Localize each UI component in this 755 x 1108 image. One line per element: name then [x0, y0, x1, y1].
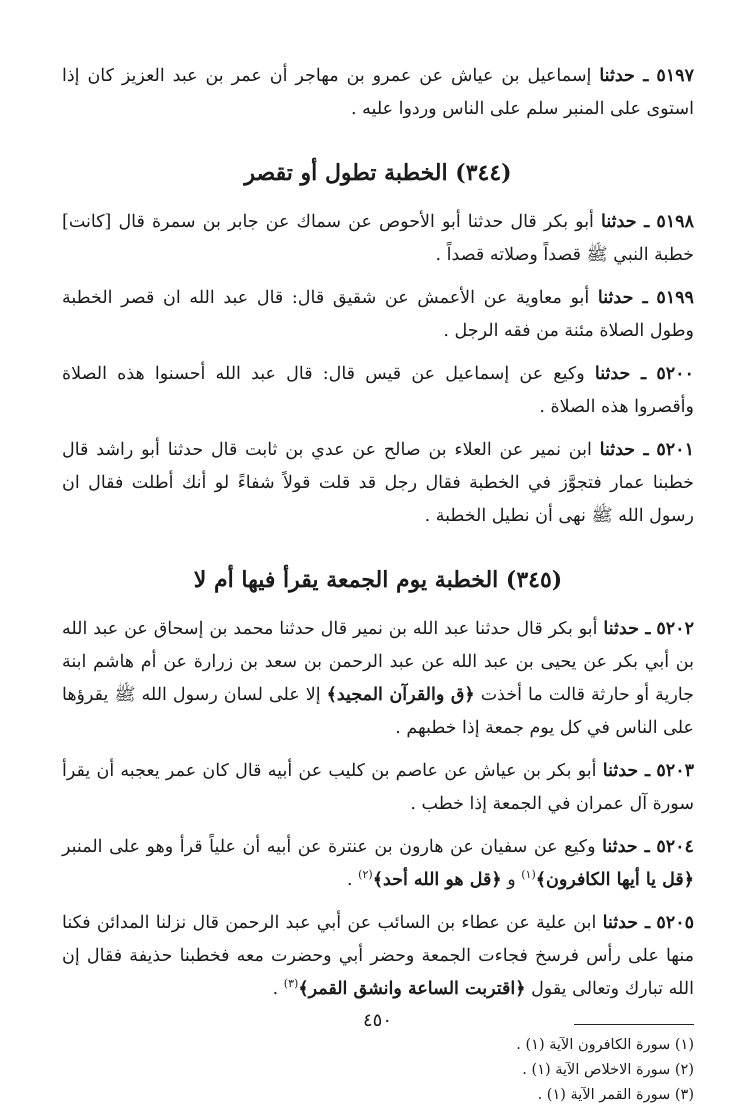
- hadith-lead: حدثنا: [594, 364, 631, 384]
- hadith-5204: ٥٢٠٤ ـ حدثنا وكيع عن سفيان عن هارون بن عنترة عن أبيه أن علياً قرأ وهو على المنبر ﴿قل يا أيها الكافرون﴾$^{(١)}$ و ﴿قل هو الله أحد﴾$^{(٢)}$ .: [62, 837, 694, 890]
- hadith-text: أبو بكر قال حدثنا عبد الله بن نمير قال حدثنا محمد بن إسحاق عن عبد الله بن أبي بكر عن يحيى بن عبد الله عن عبد الرحمن بن سعد بن زرارة عن أم هاشم ابنة جارية أو حارثة قالت ما أخذت: [62, 619, 694, 705]
- hadith-lead: حدثنا: [602, 913, 639, 933]
- hadith-lead: حدثنا: [597, 288, 634, 308]
- quran-quote-2: ﴿قل هو الله أحد﴾: [372, 870, 502, 890]
- hadith-5197: ٥١٩٧ ـ حدثنا إسماعيل بن عياش عن عمرو بن مهاجر أن عمر بن عبد العزيز كان إذا استوى على المنبر سلم على الناس وردوا عليه .: [62, 66, 694, 119]
- hadith-5202: ٥٢٠٢ ـ حدثنا أبو بكر قال حدثنا عبد الله بن نمير قال حدثنا محمد بن إسحاق عن عبد الله بن أبي بكر عن يحيى بن عبد الله عن عبد الرحمن بن سعد بن زرارة عن أم هاشم ابنة جارية أو حارثة قالت ما أخذت ﴿ق والقرآن المجيد﴾ إلا على لسان رسول الله ﷺ يقرؤها على الناس في كل يوم جمعة إذا خطبهم .: [62, 619, 694, 738]
- hadith-lead: حدثنا: [602, 761, 639, 781]
- hadith-text: إسماعيل بن عياش عن عمرو بن مهاجر أن عمر بن عبد العزيز كان إذا استوى على المنبر سلم على الناس وردوا عليه .: [62, 66, 694, 119]
- quran-quote: ﴿ق والقرآن المجيد﴾: [326, 685, 475, 705]
- footnote-3: (٣) سورة القمر الآية (١) .: [537, 1087, 694, 1103]
- footnote-ref-2: (٢): [358, 868, 373, 882]
- hadith-5198: ٥١٩٨ ـ حدثنا أبو بكر قال حدثنا أبو الأحوص عن سماك عن جابر بن سمرة قال [كانت] خطبة النبي ﷺ قصداً وصلاته قصداً .: [62, 212, 694, 265]
- chapter-heading-345: (٣٤٥) الخطبة يوم الجمعة يقرأ فيها أم لا: [193, 567, 563, 593]
- sentence-end: .: [347, 870, 353, 890]
- footnote-ref-1: (١): [521, 868, 536, 882]
- hadith-text: وكيع عن إسماعيل عن قيس قال: قال عبد الله أحسنوا هذه الصلاة وأقصروا هذه الصلاة .: [62, 364, 694, 417]
- quran-quote-1: ﴿قل يا أيها الكافرون﴾: [535, 870, 694, 890]
- hadith-number: ٥١٩٩: [656, 288, 694, 308]
- hadith-5205: ٥٢٠٥ ـ حدثنا ابن علية عن عطاء بن السائب عن أبي عبد الرحمن قال نزلنا المدائن فكنا منها على رأس فرسخ فجاءت الجمعة وحضر أبي وحضرت معه فخطبنا حذيفة فقال إن الله تبارك وتعالى يقول ﴿اقتربت الساعة وانشق القمر﴾$^{(٣)}$ .: [62, 913, 694, 999]
- hadith-number: ٥٢٠٣: [656, 761, 694, 781]
- page-number: ٤٥٠: [362, 1010, 392, 1031]
- hadith-text-continued: إلا على لسان رسول الله ﷺ يقرؤها على الناس في كل يوم جمعة إذا خطبهم .: [62, 685, 694, 738]
- hadith-5201: ٥٢٠١ ـ حدثنا ابن نمير عن العلاء بن صالح عن عدي بن ثابت قال حدثنا أبو راشد قال خطبنا عمار فتجوَّز في الخطبة فقال رجل قد قلت قولاً شفاءً لو أنك أطلت فقال ان رسول الله ﷺ نهى أن نطيل الخطبة .: [62, 440, 694, 526]
- sentence-end: .: [272, 979, 279, 999]
- hadith-number: ٥٢٠١: [656, 440, 694, 460]
- hadith-lead: حدثنا: [599, 66, 635, 86]
- hadith-text: ابن علية عن عطاء بن السائب عن أبي عبد الرحمن قال نزلنا المدائن فكنا منها على رأس فرسخ فجاءت الجمعة وحضر أبي وحضرت معه فخطبنا حذيفة فقال إن الله تبارك وتعالى يقول: [62, 913, 694, 999]
- hadith-number: ٥٢٠٤: [656, 837, 694, 857]
- footnote-2: (٢) سورة الاخلاص الآية (١) .: [522, 1062, 694, 1078]
- footnote-ref-3: (٣): [283, 977, 299, 991]
- hadith-number: ٥١٩٨: [656, 212, 694, 232]
- hadith-lead: حدثنا: [603, 619, 639, 639]
- hadith-number: ٥١٩٧: [656, 66, 694, 86]
- hadith-number: ٥٢٠٠: [656, 364, 694, 384]
- quran-quote: ﴿اقتربت الساعة وانشق القمر﴾: [298, 979, 526, 999]
- page-body: [62, 60, 694, 1108]
- hadith-number: ٥٢٠٢: [656, 619, 694, 639]
- chapter-heading-344: (٣٤٤) الخطبة تطول أو تقصر: [244, 160, 512, 186]
- hadith-text: أبو بكر قال حدثنا أبو الأحوص عن سماك عن جابر بن سمرة قال [كانت] خطبة النبي ﷺ قصداً وصلاته قصداً .: [62, 212, 694, 265]
- hadith-lead: حدثنا: [599, 440, 636, 460]
- hadith-text: أبو معاوية عن الأعمش عن شقيق قال: قال عبد الله ان قصر الخطبة وطول الصلاة مئنة من فقه الرجل .: [62, 288, 694, 341]
- hadith-lead: حدثنا: [602, 837, 638, 857]
- conjunction: و: [507, 870, 516, 890]
- hadith-number: ٥٢٠٥: [656, 913, 694, 933]
- hadith-text: وكيع عن سفيان عن هارون بن عنترة عن أبيه أن علياً قرأ وهو على المنبر: [62, 837, 596, 857]
- hadith-5199: ٥١٩٩ ـ حدثنا أبو معاوية عن الأعمش عن شقيق قال: قال عبد الله ان قصر الخطبة وطول الصلاة مئنة من فقه الرجل .: [62, 288, 694, 341]
- hadith-text: ابن نمير عن العلاء بن صالح عن عدي بن ثابت قال حدثنا أبو راشد قال خطبنا عمار فتجوَّز في الخطبة فقال رجل قد قلت قولاً شفاءً لو أنك أطلت فقال ان رسول الله ﷺ نهى أن نطيل الخطبة .: [62, 440, 694, 526]
- hadith-5203: ٥٢٠٣ ـ حدثنا أبو بكر بن عياش عن عاصم بن كليب عن أبيه قال كان عمر يعجبه أن يقرأ سورة آل عمران في الجمعة إذا خطب .: [62, 761, 694, 814]
- hadith-lead: حدثنا: [601, 212, 637, 232]
- footnote-1: (١) سورة الكافرون الآية (١) .: [516, 1037, 694, 1053]
- hadith-text: أبو بكر بن عياش عن عاصم بن كليب عن أبيه قال كان عمر يعجبه أن يقرأ سورة آل عمران في الجمعة إذا خطب .: [62, 761, 694, 814]
- hadith-5200: ٥٢٠٠ ـ حدثنا وكيع عن إسماعيل عن قيس قال: قال عبد الله أحسنوا هذه الصلاة وأقصروا هذه الصلاة .: [62, 364, 694, 417]
